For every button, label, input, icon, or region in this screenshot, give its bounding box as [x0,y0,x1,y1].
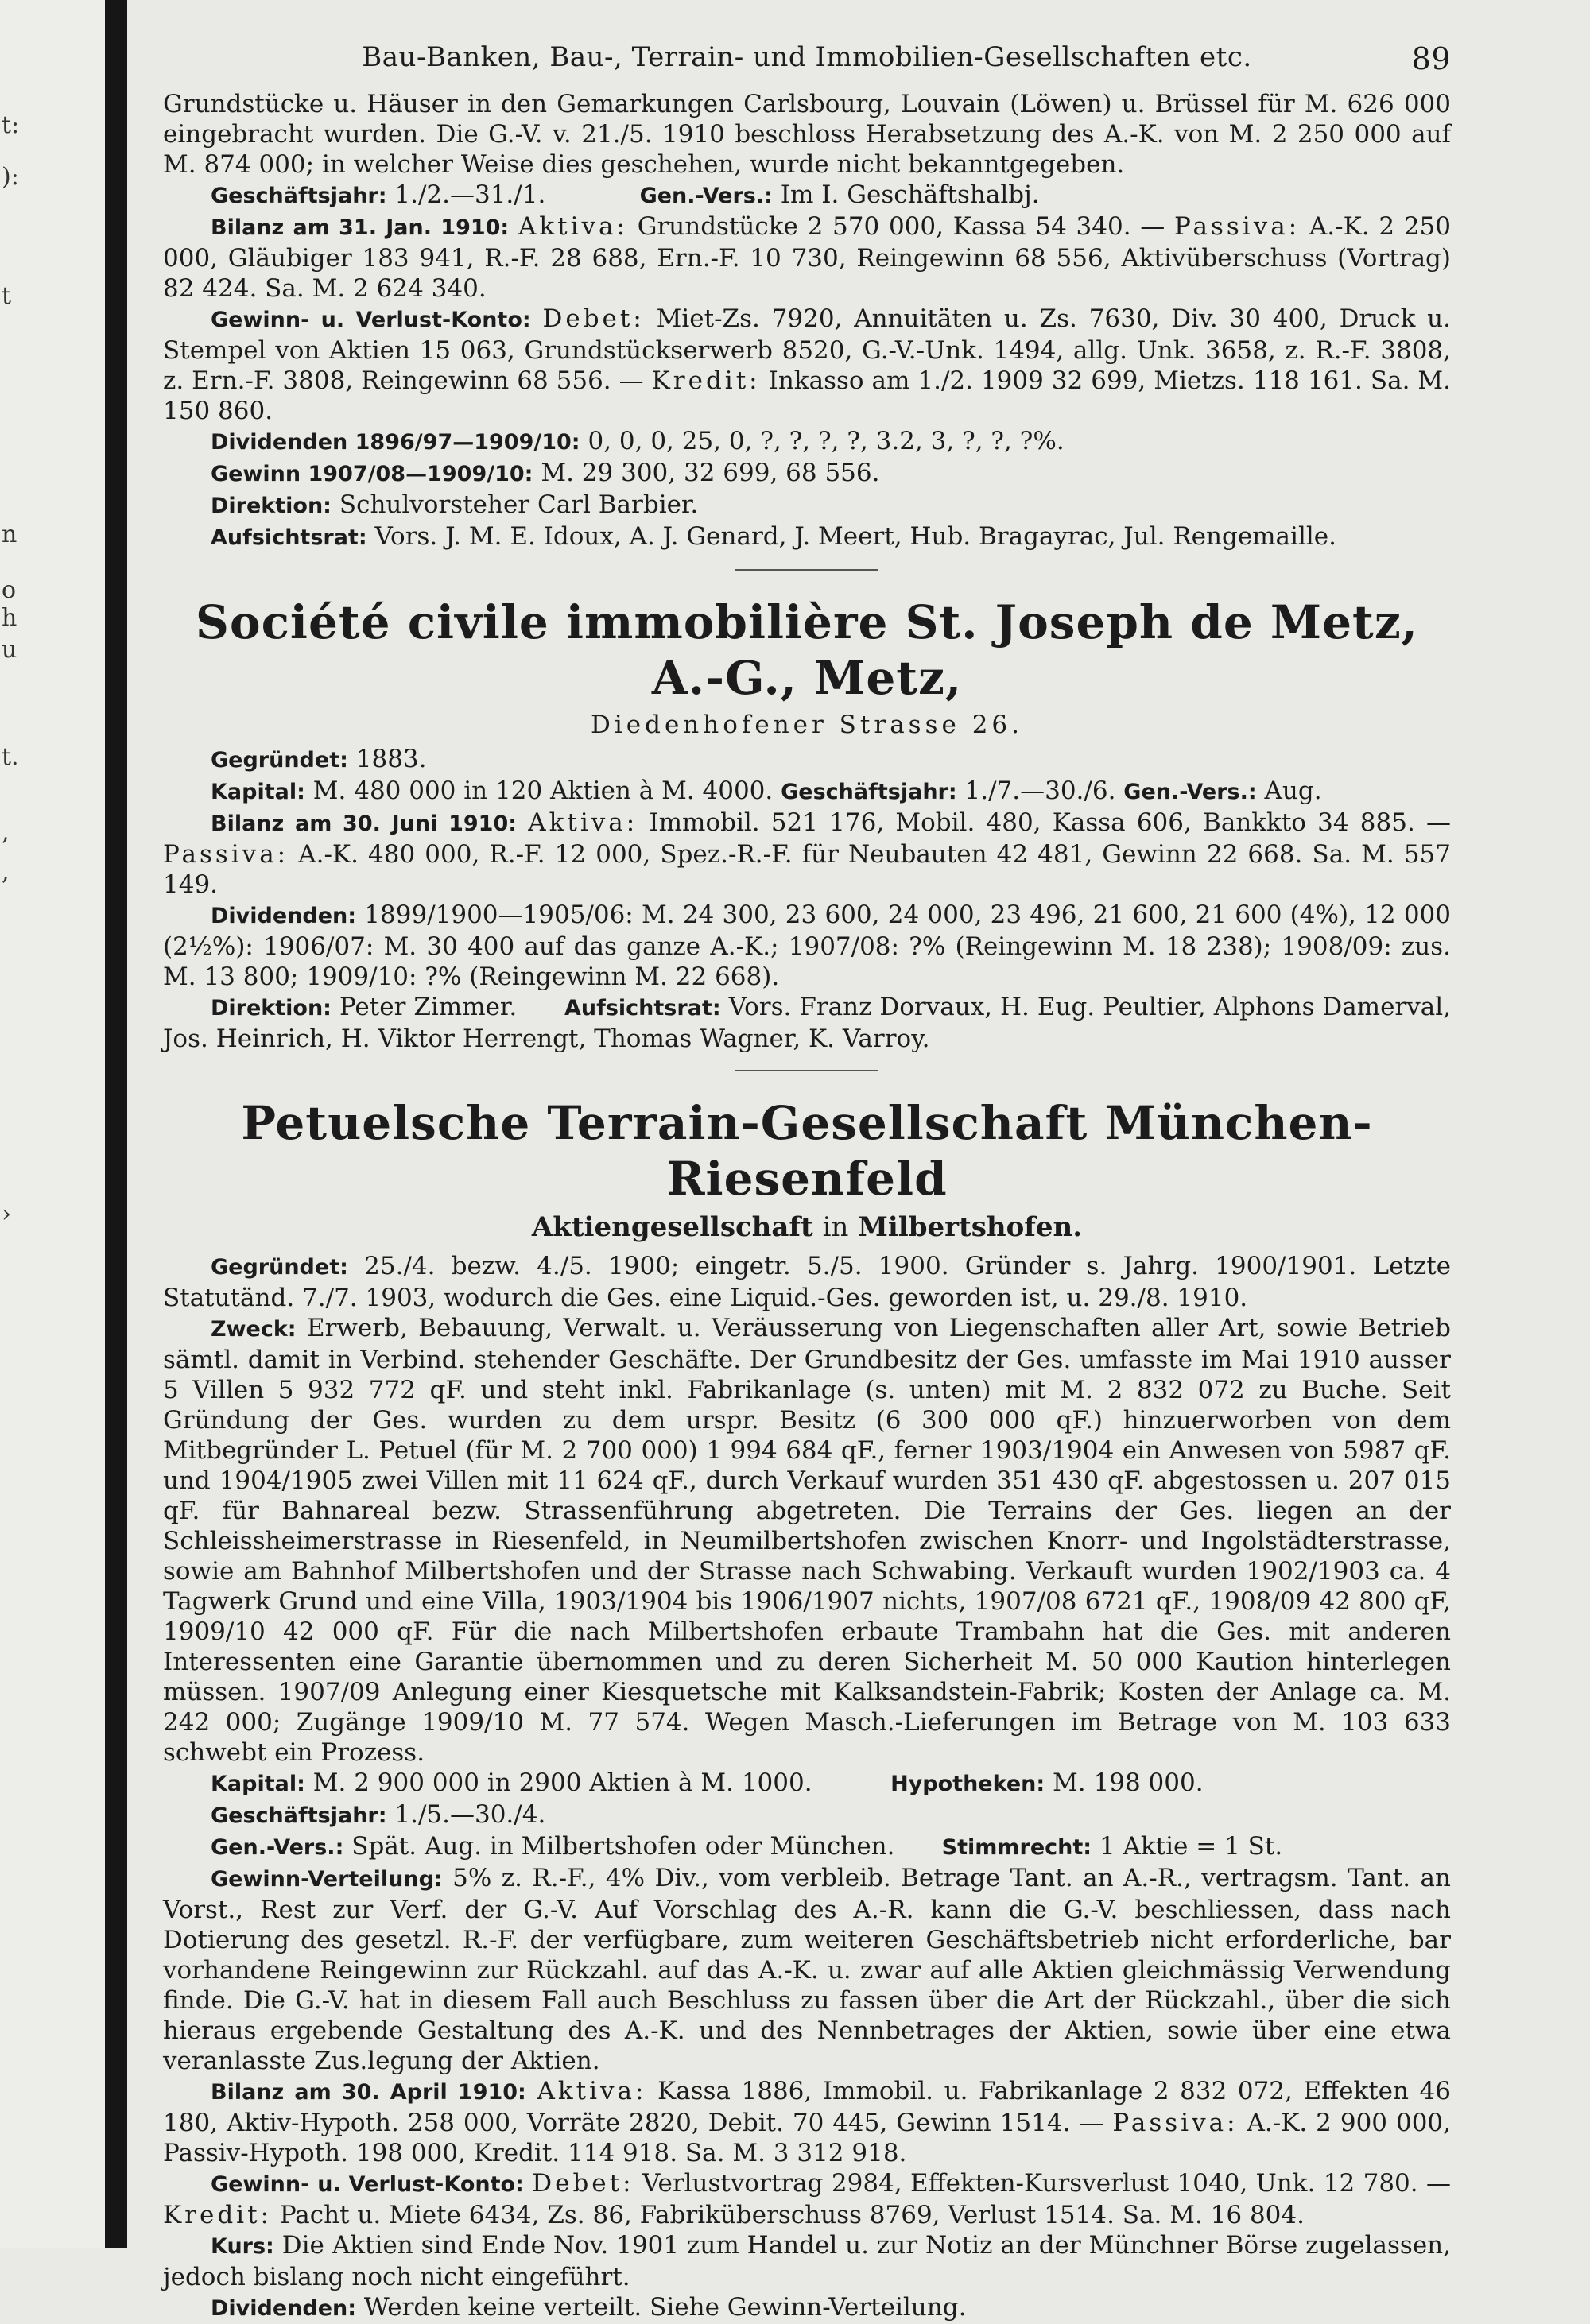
section-divider [735,1070,878,1071]
label: Stimmrecht: [941,1835,1092,1860]
aktiva-label: Aktiva: [528,808,638,837]
profit-line [163,458,1451,490]
value: Erwerb, Bebauung, Verwalt. u. Veräusserung von Liegenschaften aller Art, sowie Betrieb sämtl. damit in Verbind. stehender Geschäfte. Der Grundbesitz der Ges. umfasste im Mai 1910 ausser 5 Villen 5 932 772 qF. und steht inkl. Fabrikanlage (s. unten) mit M. 2 832 072 zu Buche. Seit Gründung der Ges. wurden zu dem urspr. Besitz (6 300 000 qF.) hinzuerworben von dem Mitbegründer L. Petuel (für M. 2 700 000) 1 994 684 qF., ferner 1903/1904 ein Anwesen von 5987 qF. und 1904/1905 zwei Villen mit 11 624 qF., durch Verkauf wurden 351 430 qF. abgestossen u. 207 015 qF. für Bahnareal bezw. Strassenführung abgetreten. Die Terrains der Ges. liegen an der Schleissheimerstrasse in Riesenfeld, in Neumilbertshofen zwischen Knorr- und Ingolstädterstrasse, sowie am Bahnhof Milbertshofen und der Strasse nach Schwabing. Verkauft wurden 1902/1903 ca. 4 Tagwerk Grund und eine Villa, 1903/1904 bis 1906/1907 nichts, 1907/08 6721 qF., 1908/09 42 800 qF, 1909/10 42 000 qF. Für die nach Milbertshofen erbaute Trambahn hat die Ges. mit anderen Interessenten eine Garantie übernommen und zu deren Sicherheit M. 50 000 Kaution hinterlegen müssen. 1907/09 Anlegung einer Kiesquetsche mit Kalksandstein-Fabrik; Kosten der Anlage ca. M. 242 000; Zugänge 1909/10 M. 77 574. Wegen Masch.-Lieferungen im Betrage von M. 103 633 schwebt ein Prozess. [163,1314,1451,1767]
company-subtitle-place: Milbertshofen. [858,1211,1083,1243]
passiva-label: Passiva: [1112,2109,1239,2137]
label: Direktion: [211,996,332,1021]
label: Bilanz am 30. April 1910: [211,2080,526,2105]
gutter-fragment: › [2,1200,11,1228]
label: Dividenden: [211,904,357,928]
value: 0, 0, 0, 25, 0, ?, ?, ?, ?, 3.2, 3, ?, ?, ?%. [588,427,1065,455]
label: Gewinn- u. Verlust-Konto: [211,308,531,332]
debet-label: Debet: [532,2169,634,2198]
value: Pacht u. Miete 6434, Zs. 86, Fabriküberschuss 8769, Verlust 1514. Sa. M. 16 804. [279,2201,1305,2229]
running-header [163,41,1451,89]
running-header-title: Bau-Banken, Bau-, Terrain- und Immobilien-Gesellschaften etc. [362,41,1252,73]
purpose-line [163,1313,1451,1768]
gutter-fragment: t [2,282,12,310]
value: Aug. [1264,777,1322,805]
value: Vors. J. M. E. Idoux, A. J. Genard, J. Meert, Hub. Bragayrac, Jul. Rengemaille. [374,522,1336,551]
value: M. 29 300, 32 699, 68 556. [541,459,880,487]
value: Spät. Aug. in Milbertshofen oder München. [351,1832,895,1861]
balance-sheet-line [163,2076,1451,2168]
label: Geschäftsjahr: [781,780,957,804]
aktiva-label: Aktiva: [537,2077,647,2105]
label: Bilanz am 31. Jan. 1910: [211,215,510,240]
dividends-line [163,2292,1451,2324]
label: Gegründet: [211,748,348,773]
label: Dividenden: [211,2296,357,2321]
value: Inkasso am 1./2. 1909 32 699, Mietzs. 118 161. Sa. M. 150 860. [163,366,1452,425]
company-subtitle-type: Aktiengesellschaft [531,1211,813,1243]
profit-distribution-line [163,1863,1451,2076]
value: 5% z. R.-F., 4% Div., vom verbleib. Betrage Tant. an A.-R., vertragsm. Tant. an Vorst., Rest zur Verf. der G.-V. Auf Vorschlag des A.-R. kann die G.-V. beschliessen, dass nach Dotierung des gesetzl. R.-F. der verfügbare, zum weiteren Geschäftsbetrieb nicht erforderliche, bar vorhandene Reingewinn zur Rückzahl. auf das A.-K. u. zwar auf alle Aktien gleichmässig Verwendung finde. Die G.-V. hat in diesem Fall auch Beschluss zu fassen über die Art der Rückzahl., über die sich hieraus ergebende Gestaltung des A.-K. und des Nennbetrages der Aktien, sowie über eine etwa veranlasste Zus.legung der Aktien. [163,1864,1452,2075]
label: Aufsichtsrat: [564,996,721,1021]
page-number: 89 [1411,41,1451,76]
value: 1./7.—30./6. [964,777,1116,805]
company-address: Diedenhofener Strasse 26. [590,711,1023,739]
label: Bilanz am 30. Juni 1910: [211,811,518,836]
gutter-fragment: t: [2,111,20,139]
value: 1899/1900—1905/06: M. 24 300, 23 600, 24 000, 23 496, 21 600, 21 600 (4%), 12 000 (2½%): 1906/07: M. 30 400 auf das ganze A.-K.; 1907/08: ?% (Reingewinn M. 18 238); 1908/09: zus. M. 13 800; 1909/10: ?% (Reingewinn M. 22 668). [163,901,1451,991]
capital-line [163,776,1451,808]
general-meeting-line [163,1831,1451,1863]
company-title: Petuelsche Terrain-Gesellschaft München-Riesenfeld [241,1096,1373,1206]
founded-line [163,1251,1451,1313]
entry-st-joseph-metz [163,595,1451,1054]
label: Gen.-Vers.: [639,184,773,208]
value: Immobil. 521 176, Mobil. 480, Kassa 606, Bankkto 34 885. — [649,808,1451,837]
kredit-label: Kredit: [163,2201,272,2229]
value: A.-K. 480 000, R.-F. 12 000, Spez.-R.-F. für Neubauten 42 481, Gewinn 22 668. Sa. M. 557 149. [163,840,1451,899]
entry-continuation [163,89,1451,553]
company-subtitle-in: in [822,1211,849,1243]
label: Gegründet: [211,1255,348,1280]
aktiva-label: Aktiva: [518,212,628,241]
label: Geschäftsjahr: [211,184,387,208]
label: Gewinn 1907/08—1909/10: [211,462,533,486]
gutter-fragment: o [2,576,17,604]
label: Aufsichtsrat: [211,525,367,550]
value: Grundstücke 2 570 000, Kassa 54 340. — [637,212,1165,241]
dividends-line [163,900,1451,992]
document-page [163,41,1451,2324]
value: M. 198 000. [1053,1768,1204,1797]
company-title: Société civile immobilière St. Joseph de Metz, A.-G., Metz, [196,595,1418,705]
value: Kassa 1886, Immobil. u. Fabrikanlage 2 832 072, Effekten 46 180, Aktiv-Hypoth. 258 000, Vorräte 2820, Debit. 70 445, Gewinn 1514. — [163,2077,1452,2137]
gutter-fragment: , [2,819,10,846]
gutter-fragment: , [2,858,10,886]
profit-loss-line [163,2168,1451,2230]
binding-edge [105,0,127,2248]
passiva-label: Passiva: [163,840,289,869]
passiva-label: Passiva: [1174,212,1301,241]
value: 25./4. bezw. 4./5. 1900; eingetr. 5./5. 1900. Gründer s. Jahrg. 1900/1901. Letzte Statutänd. 7./7. 1903, wodurch die Ges. eine Liquid.-Ges. geworden ist, u. 29./8. 1910. [163,1252,1452,1312]
label: Gen.-Vers.: [1123,780,1257,804]
gutter-fragment: t. [2,743,19,771]
label: Dividenden 1896/97—1909/10: [211,430,580,455]
label: Direktion: [211,494,332,518]
company-subtitle [163,1211,1451,1243]
balance-sheet-line [163,808,1451,900]
value: Die Aktien sind Ende Nov. 1901 zum Handel u. zur Notiz an der Münchner Börse zugelassen, jedoch bislang noch nicht eingeführt. [163,2231,1451,2291]
value: Miet-Zs. 7920, Annuitäten u. Zs. 7630, Div. 30 400, Druck u. Stempel von Aktien 15 063, Grundstückserwerb 8520, G.-V.-Unk. 1494, allg. Unk. 3658, z. R.-F. 3808, z. Ern.-F. 3808, Reingewinn 68 556. — [163,304,1451,395]
value: Werden keine verteilt. Siehe Gewinn-Verteilung. [363,2293,967,2322]
management-line [163,992,1451,1054]
gutter-fragment: u [2,636,17,664]
debet-label: Debet: [542,304,645,333]
value: 1./5.—30./4. [394,1800,546,1829]
value: Im I. Geschäftshalbj. [780,180,1040,209]
supervisory-board-line [163,521,1451,553]
value: 1883. [355,745,427,773]
dividends-line [163,426,1451,458]
stock-quote-line [163,2230,1451,2292]
value: Vors. Franz Dorvaux, H. Eug. Peultier, Alphons Damerval, Jos. Heinrich, H. Viktor Herrengt, Thomas Wagner, K. Varroy. [163,993,1452,1053]
label: Kurs: [211,2234,274,2259]
gutter-fragment: ): [2,163,19,191]
label: Hypotheken: [890,1772,1045,1796]
profit-loss-line [163,304,1451,426]
value: Schulvorsteher Carl Barbier. [339,490,699,519]
label: Kapital: [211,780,305,804]
business-year-line [163,1799,1451,1831]
founded-line [163,744,1451,776]
binding-gutter [0,0,119,2248]
value: Peter Zimmer. [339,993,518,1021]
label: Kapital: [211,1772,305,1796]
value: M. 2 900 000 in 2900 Aktien à M. 1000. [312,1768,812,1797]
gutter-fragment: n [2,521,17,548]
section-divider [735,569,878,571]
label: Geschäftsjahr: [211,1803,387,1828]
label: Gewinn-Verteilung: [211,1867,443,1892]
label: Gen.-Vers.: [211,1835,344,1860]
label: Zweck: [211,1317,297,1342]
label: Gewinn- u. Verlust-Konto: [211,2172,524,2197]
value: M. 480 000 in 120 Aktien à M. 4000. [312,777,774,805]
entry-intro: Grundstücke u. Häuser in den Gemarkungen Carlsbourg, Louvain (Löwen) u. Brüssel für M. 626 000 eingebracht wurden. Die G.-V. v. 21./5. 1910 beschloss Herabsetzung des A.-K. von M. 2 250 000 auf M. 874 000; in welcher Weise dies geschehen, wurde nicht bekanntgegeben. [163,90,1451,179]
balance-sheet-line [163,211,1451,304]
value: 1 Aktie = 1 St. [1099,1832,1283,1861]
management-line [163,490,1451,521]
capital-line [163,1768,1451,1799]
value: A.-K. 2 250 000, Gläubiger 183 941, R.-F. 28 688, Ern.-F. 10 730, Reingewinn 68 556, Aktivüberschuss (Vortrag) 82 424. Sa. M. 2 624 340. [163,212,1451,303]
business-year-line [163,180,1451,211]
entry-petuelsche-terrain [163,1095,1451,2324]
kredit-label: Kredit: [651,366,761,395]
value: 1./2.—31./1. [394,180,546,209]
value: A.-K. 2 900 000, Passiv-Hypoth. 198 000, Kredit. 114 918. Sa. M. 3 312 918. [163,2109,1452,2167]
value: Verlustvortrag 2984, Effekten-Kursverlust 1040, Unk. 12 780. — [642,2169,1452,2198]
gutter-fragment: h [2,604,17,632]
